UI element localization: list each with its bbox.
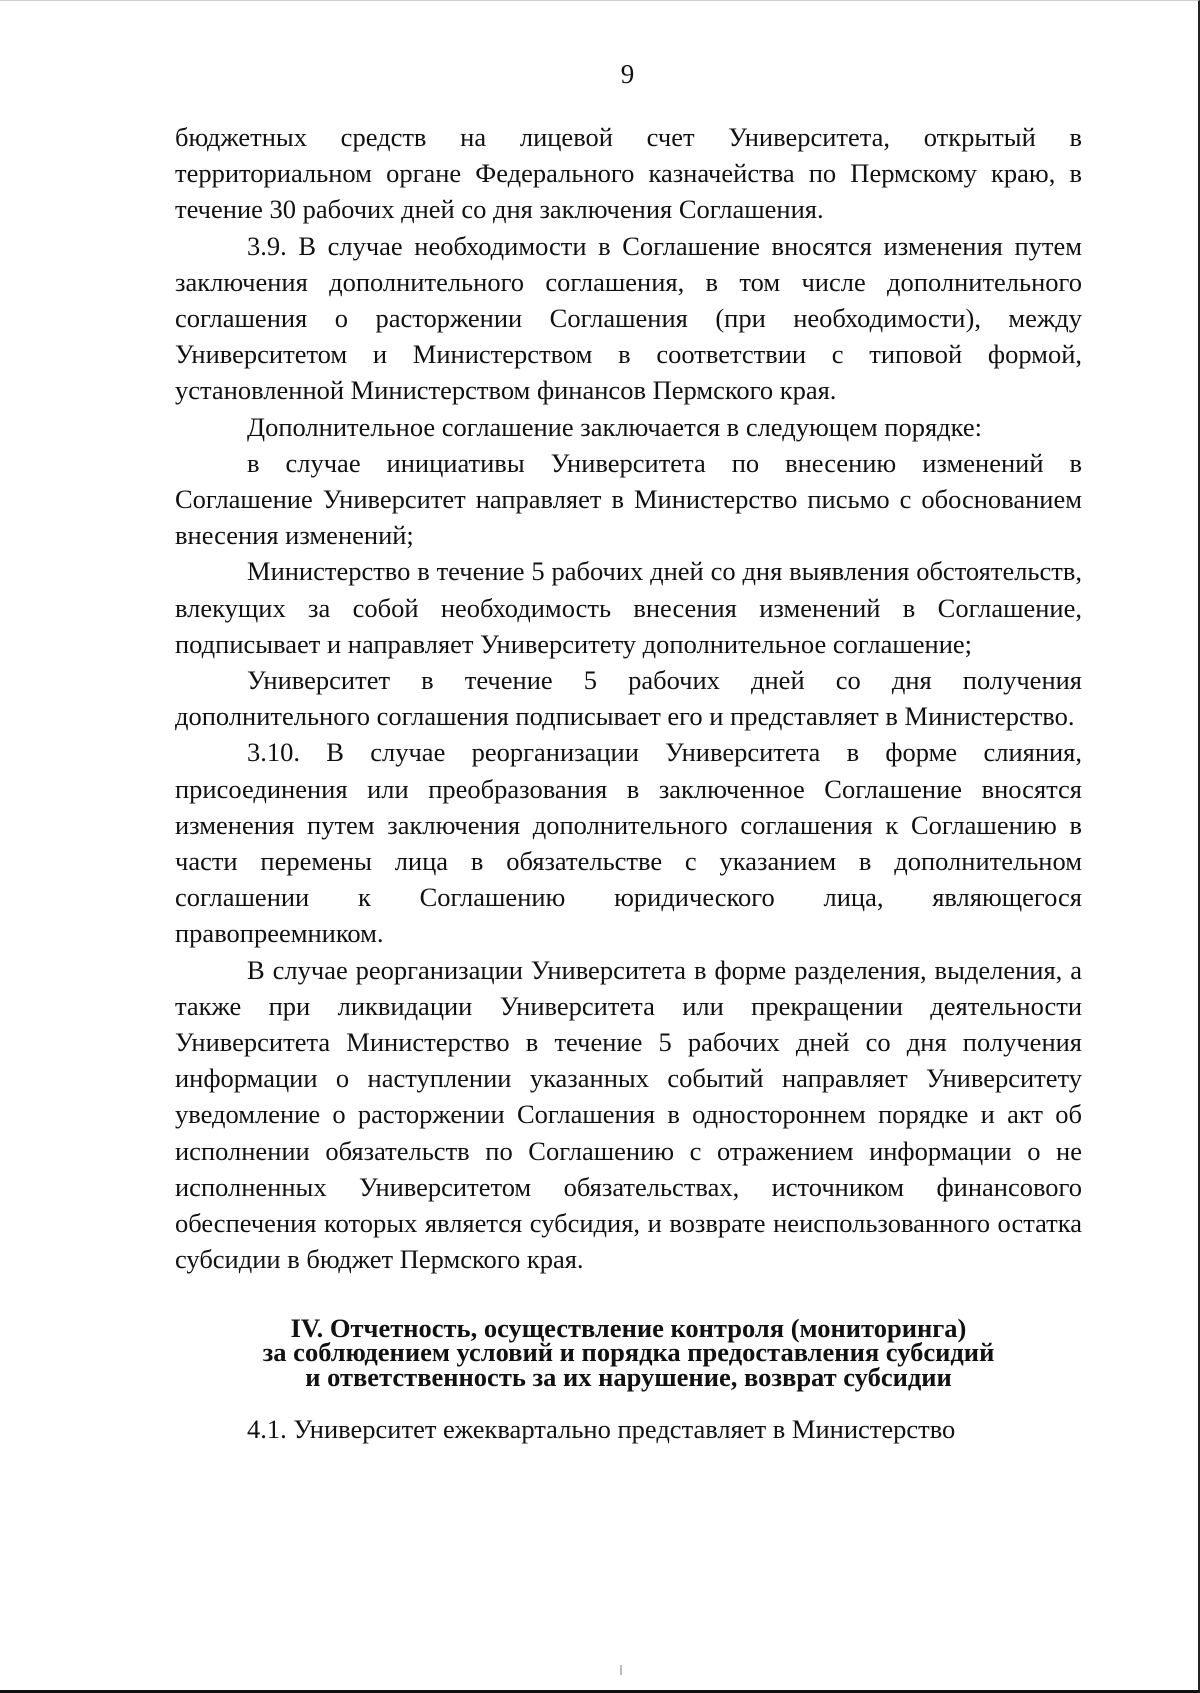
paragraph-reorganization: В случае реорганизации Университета в форме разделения, выделения, а также при ликвидации Университета или прекращении деятельности Университета Министерство в течение 5 рабочих дней со дня получения информации о наступлении указанных событий направляет Университету уведомление о расторжении Соглашения в одностороннем порядке и акт об исполнении обязательств по Соглашению с отражением информации о не исполненных Университетом обязательствах, источником финансового обеспечения которых является субсидия, и возврате неиспользованного остатка субсидии в бюджет Пермского края. [175,954,1082,1275]
document-body [175,119,1082,1447]
scan-dot [620,1665,622,1675]
section-heading-line-3: и ответственность за их нарушение, возврат субсидии [305,1361,952,1392]
page-number: 9 [620,59,635,89]
paragraph-3-10: 3.10. В случае реорганизации Университета в форме слияния, присоединения или преобразования в заключенное Соглашение вносятся изменения путем заключения дополнительного соглашения к Соглашению в части перемены лица в обязательстве с указанием в дополнительном соглашении к Соглашению юридического лица, являющегося правопреемником. [175,737,1082,949]
paragraph-procedure-intro: Дополнительное соглашение заключается в следующем порядке: [247,411,982,442]
section-heading-line-1: IV. Отчетность, осуществление контроля (мониторинга) [290,1312,967,1343]
paragraph-3-9: 3.9. В случае необходимости в Соглашение вносятся изменения путем заключения дополнительного соглашения, в том числе дополнительного соглашения о расторжении Соглашения (при необходимости), между Университетом и Министерством в соответствии с типовой формой, установленной Министерством финансов Пермского края. [175,230,1082,406]
paragraph-continuation: бюджетных средств на лицевой счет Университета, открытый в территориальном органе Федерального казначейства по Пермскому краю, в течение 30 рабочих дней со дня заключения Соглашения. [175,122,1082,225]
section-heading [175,1312,1082,1392]
paragraph-university-signs: Университет в течение 5 рабочих дней со дня получения дополнительного соглашения подписывает его и представляет в Министерство. [175,665,1082,732]
section-heading-line-2: за соблюдением условий и порядка предоставления субсидий [262,1337,995,1367]
paragraph-4-1: 4.1. Университет ежеквартально представляет в Министерство [247,1414,956,1444]
paragraph-university-initiative: в случае инициативы Университета по внесению изменений в Соглашение Университет направляет в Министерство письмо с обоснованием внесения изменений; [175,447,1082,551]
paragraph-ministry-action: Министерство в течение 5 рабочих дней со дня выявления обстоятельств, влекущих за собой необходимость внесения изменений в Соглашение, подписывает и направляет Университету дополнительное соглашение; [175,556,1082,659]
